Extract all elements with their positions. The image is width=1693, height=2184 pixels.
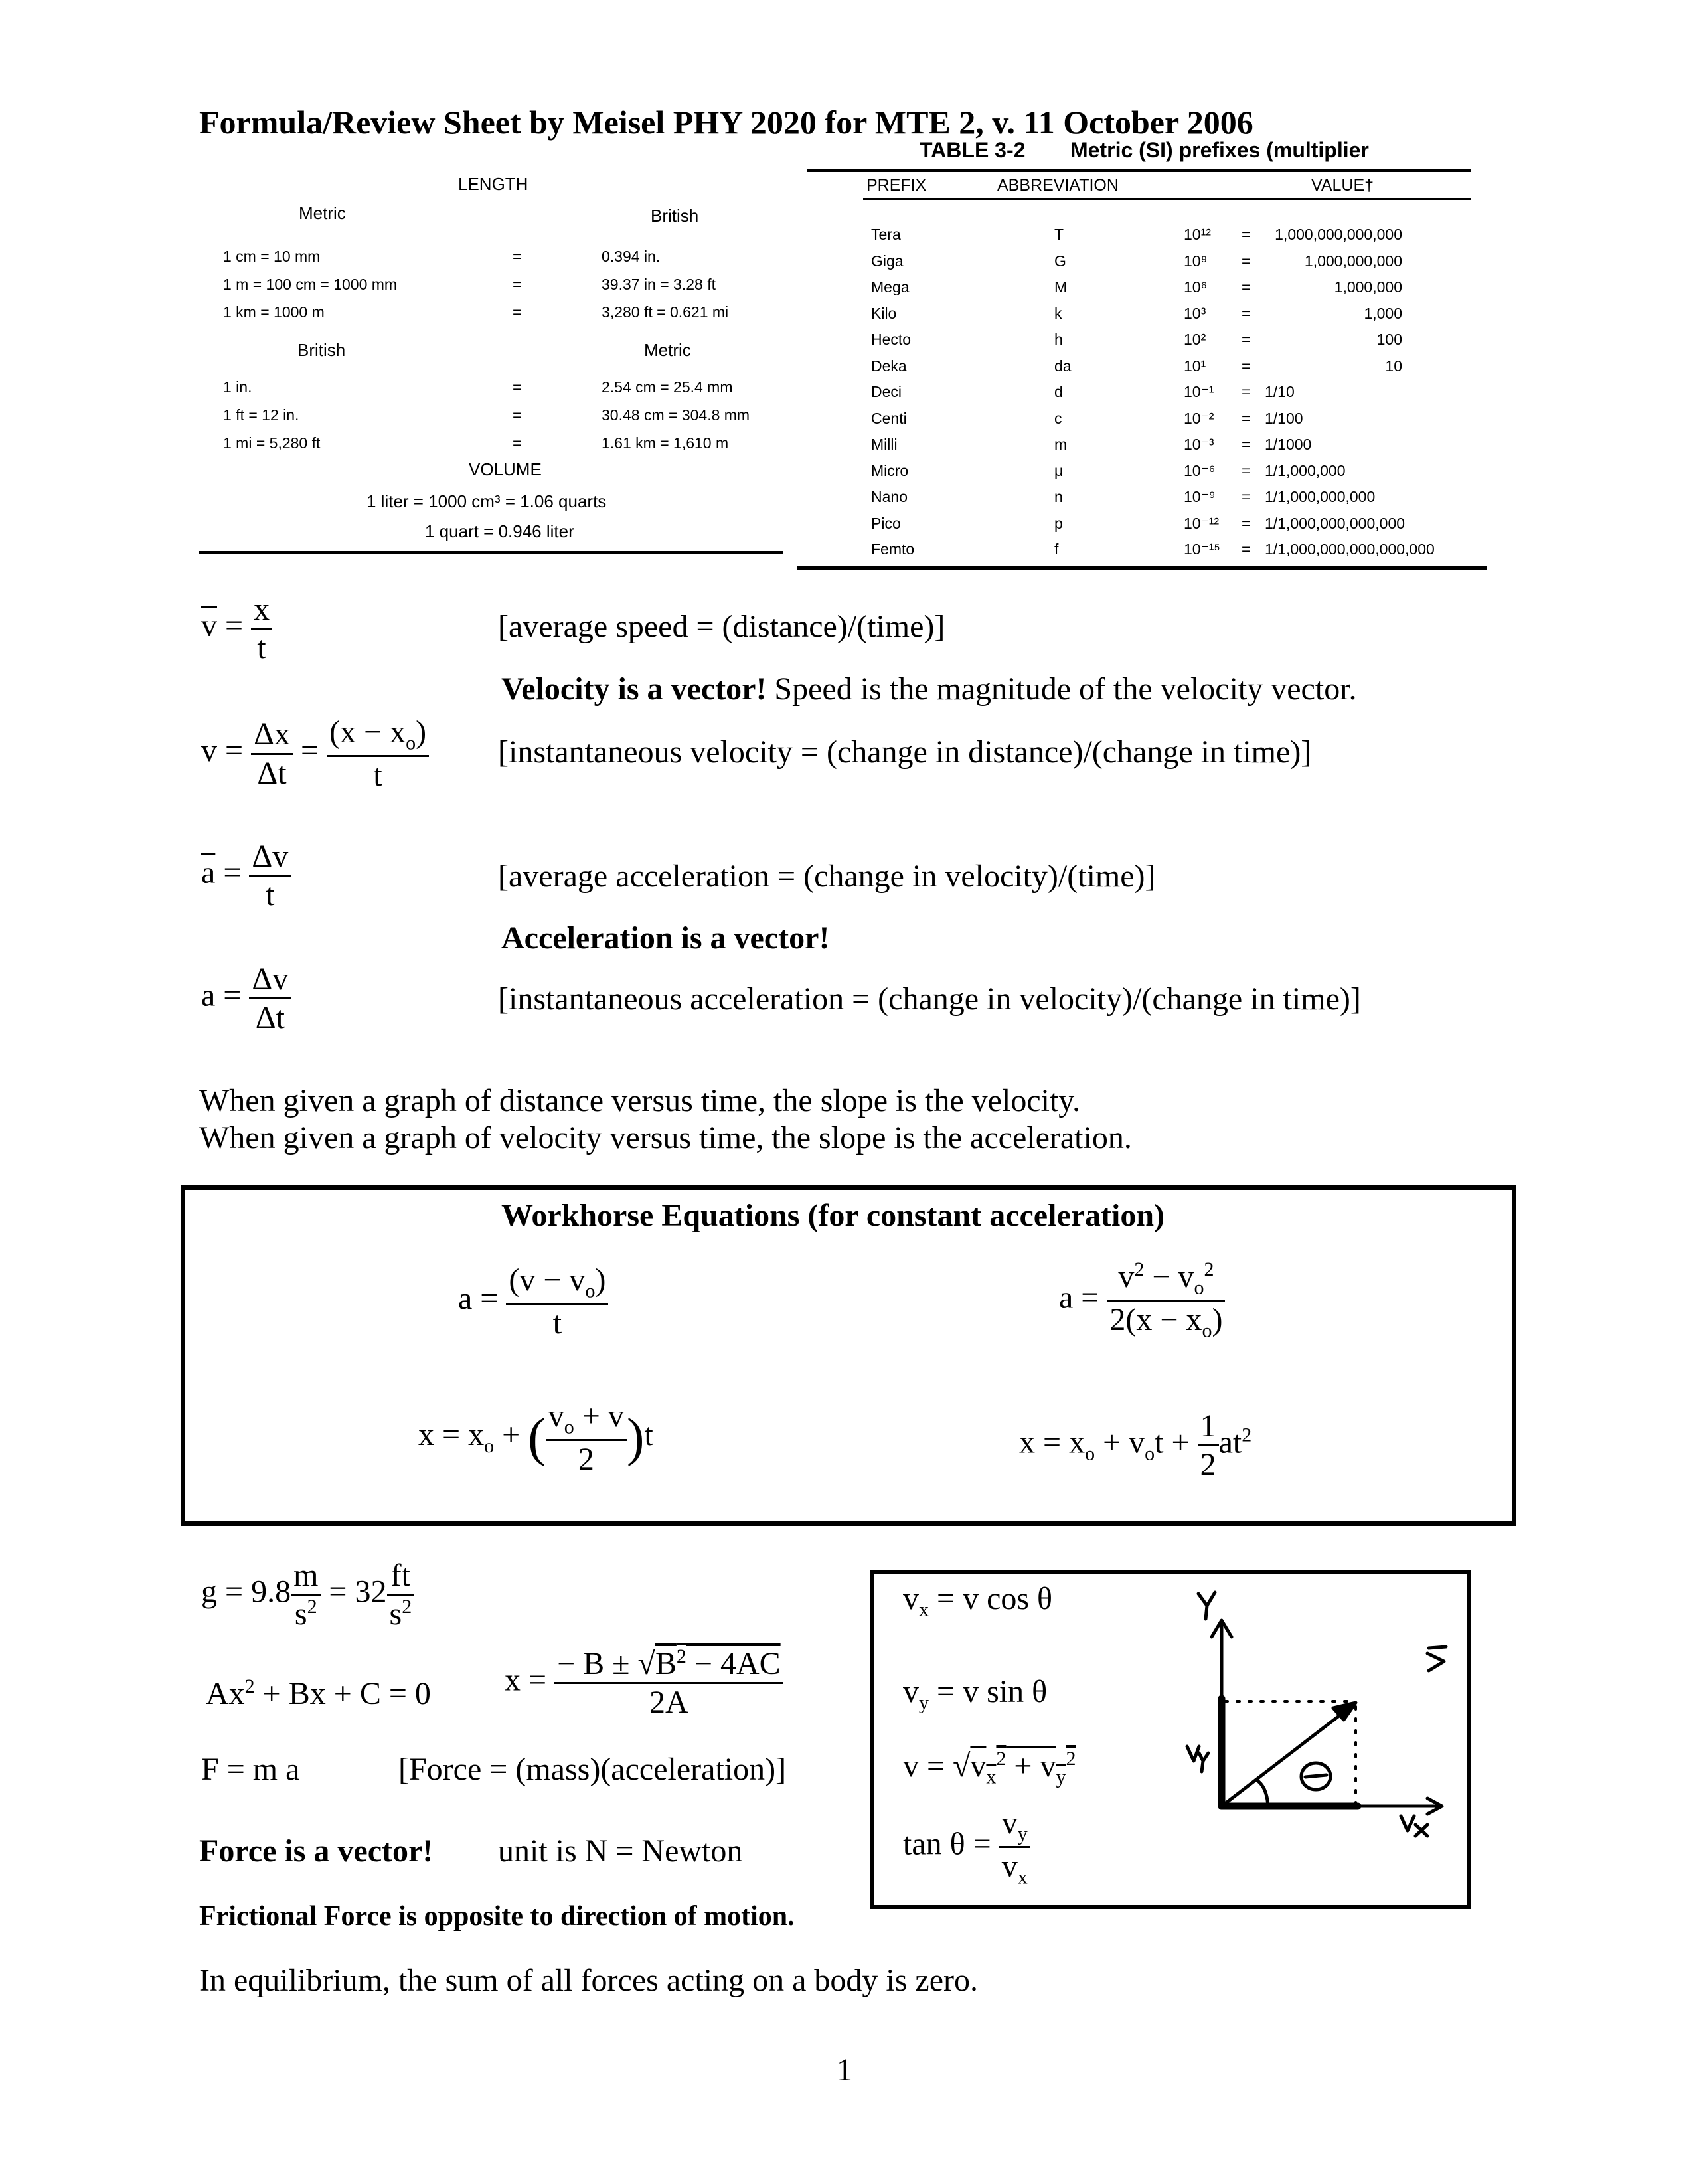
prefix-power: 10⁻¹ bbox=[1184, 383, 1214, 400]
prefix-abbreviation: da bbox=[1054, 357, 1072, 375]
conversion-value: 2.54 cm = 25.4 mm bbox=[602, 378, 733, 396]
prefix-power: 10³ bbox=[1184, 305, 1206, 322]
british-heading-2: British bbox=[297, 340, 346, 360]
prefix-value: 1,000,000,000 bbox=[1304, 252, 1402, 270]
prefix-abbreviation: T bbox=[1054, 226, 1064, 243]
y-label-glyph bbox=[1198, 1592, 1215, 1619]
theta-arc bbox=[1256, 1780, 1268, 1806]
prefix-power: 10² bbox=[1184, 331, 1206, 348]
prefix-name: Tera bbox=[871, 226, 901, 243]
length-table-bottom-rule bbox=[199, 551, 783, 554]
prefix-abbreviation: f bbox=[1054, 541, 1059, 558]
equals-sign: = bbox=[513, 248, 522, 265]
british-row: 1 in. bbox=[223, 378, 252, 396]
prefix-power: 10⁻⁹ bbox=[1184, 488, 1216, 505]
prefix-name: Pico bbox=[871, 515, 901, 532]
prefix-name: Kilo bbox=[871, 305, 897, 322]
british-heading: British bbox=[651, 206, 699, 226]
equals-sign: = bbox=[513, 303, 522, 321]
vector-diagram bbox=[1182, 1587, 1461, 1853]
prefix-power: 10¹² bbox=[1184, 226, 1211, 243]
prefix-power: 10⁹ bbox=[1184, 252, 1208, 270]
equals-sign: = bbox=[513, 434, 522, 452]
length-heading: LENGTH bbox=[458, 174, 528, 194]
prefix-abbreviation: p bbox=[1054, 515, 1063, 532]
metric-row: 1 km = 1000 m bbox=[223, 303, 325, 321]
instantaneous-acceleration-formula: a = $\frac{\Delta v}{\Delta t}$ bbox=[201, 961, 291, 1036]
prefix-power: 10⁻² bbox=[1184, 410, 1214, 427]
average-acceleration-description: [average acceleration = (change in velocity)/(time)] bbox=[498, 859, 1156, 894]
prefix-equals: = bbox=[1242, 541, 1251, 558]
prefix-table-top-rule bbox=[807, 169, 1471, 172]
prefix-table-bottom-rule bbox=[797, 566, 1487, 570]
prefix-power: 10⁻¹⁵ bbox=[1184, 541, 1220, 558]
workhorse-equations-box bbox=[181, 1185, 1516, 1526]
prefix-equals: = bbox=[1242, 436, 1251, 453]
prefix-value: 1/10 bbox=[1265, 383, 1295, 400]
vy-label-glyph bbox=[1187, 1746, 1208, 1772]
conversion-value: 0.394 in. bbox=[602, 248, 661, 265]
metric-heading-2: Metric bbox=[644, 340, 691, 360]
prefix-equals: = bbox=[1242, 383, 1251, 400]
force-unit-note: unit is N = Newton bbox=[498, 1833, 743, 1869]
prefix-value: 1/100 bbox=[1265, 410, 1303, 427]
prefix-abbreviation: c bbox=[1054, 410, 1062, 427]
workhorse-acceleration-velocity: a = $\frac{(v - v_o)}{t}$ bbox=[458, 1262, 608, 1341]
british-row: 1 mi = 5,280 ft bbox=[223, 434, 321, 452]
quadratic-formula: x = $\frac{- B \pm √B^2 - 4AC}{2A}$ bbox=[505, 1645, 783, 1721]
prefix-name: Femto bbox=[871, 541, 915, 558]
prefix-name: Mega bbox=[871, 278, 910, 295]
prefix-power: 10¹ bbox=[1184, 357, 1206, 375]
british-row: 1 ft = 12 in. bbox=[223, 406, 299, 424]
conversion-value: 1.61 km = 1,610 m bbox=[602, 434, 729, 452]
gravity-formula: g = 9.8 $\frac{m}{s^2}$ = 32 $\frac{ft}{s^2}$ bbox=[201, 1557, 414, 1632]
prefix-value: 1,000,000,000,000 bbox=[1275, 226, 1402, 243]
prefix-power: 10⁻³ bbox=[1184, 436, 1214, 453]
prefix-value: 1/1,000,000,000,000,000 bbox=[1265, 541, 1435, 558]
equals-sign: = bbox=[513, 406, 522, 424]
prefix-abbreviation: m bbox=[1054, 436, 1068, 453]
prefix-name: Centi bbox=[871, 410, 907, 427]
tangent-formula: tan θ = $\frac{v_y}{v_x}$ bbox=[903, 1805, 1030, 1889]
workhorse-position-average-velocity: $x = x_o$ + ( $\frac{v_o + v}{2}$ )t bbox=[418, 1398, 653, 1477]
vx-label-glyph bbox=[1401, 1816, 1427, 1836]
prefix-equals: = bbox=[1242, 331, 1251, 348]
acceleration-vector-note: Acceleration is a vector! bbox=[501, 920, 830, 956]
prefix-table-caption-number: TABLE 3-2 bbox=[920, 138, 1026, 162]
prefix-equals: = bbox=[1242, 488, 1251, 505]
prefix-abbreviation: h bbox=[1054, 331, 1063, 348]
prefix-name: Nano bbox=[871, 488, 908, 505]
prefix-equals: = bbox=[1242, 252, 1251, 270]
prefix-value: 1,000,000 bbox=[1334, 278, 1402, 295]
prefix-name: Deka bbox=[871, 357, 907, 375]
prefix-value: 100 bbox=[1376, 331, 1402, 348]
average-speed-formula: $\overline{v}$ = $\frac{x}{t}$ bbox=[201, 591, 272, 666]
column-header-prefix: PREFIX bbox=[866, 176, 927, 195]
column-header-value: VALUE† bbox=[1311, 176, 1374, 195]
prefix-abbreviation: μ bbox=[1054, 462, 1064, 479]
conversion-value: 39.37 in = 3.28 ft bbox=[602, 276, 716, 293]
prefix-name: Giga bbox=[871, 252, 904, 270]
prefix-abbreviation: k bbox=[1054, 305, 1062, 322]
prefix-abbreviation: n bbox=[1054, 488, 1063, 505]
page-title: Formula/Review Sheet by Meisel PHY 2020 for MTE 2, v. 11 October 2006 bbox=[199, 104, 1253, 141]
vy-formula: $v_y = v$ sin θ bbox=[903, 1674, 1048, 1714]
prefix-equals: = bbox=[1242, 357, 1251, 375]
v-label-glyph bbox=[1427, 1647, 1446, 1671]
prefix-table-header-rule bbox=[863, 198, 1471, 200]
prefix-abbreviation: M bbox=[1054, 278, 1068, 295]
metric-row: 1 cm = 10 mm bbox=[223, 248, 321, 265]
prefix-power: 10⁻⁶ bbox=[1184, 462, 1216, 479]
instantaneous-velocity-formula: v = $\frac{\Delta x}{\Delta t}$ = $\frac{(x - x_o)}{t}$ bbox=[201, 714, 429, 794]
velocity-vector-bold: Velocity is a vector! bbox=[501, 671, 767, 707]
prefix-equals: = bbox=[1242, 278, 1251, 295]
prefix-power: 10⁻¹² bbox=[1184, 515, 1220, 532]
prefix-value: 1/1000 bbox=[1265, 436, 1312, 453]
prefix-equals: = bbox=[1242, 410, 1251, 427]
metric-heading: Metric bbox=[299, 203, 346, 223]
volume-line-1: 1 liter = 1000 cm³ = 1.06 quarts bbox=[366, 491, 607, 511]
workhorse-acceleration-displacement: a = $\frac{v^2 - v_o^2}{2(x - x_o)}$ bbox=[1059, 1258, 1225, 1343]
theta-bar bbox=[1305, 1775, 1327, 1777]
prefix-table-caption: Metric (SI) prefixes (multiplier bbox=[1070, 138, 1369, 162]
prefix-name: Deci bbox=[871, 383, 902, 400]
vector-v-line bbox=[1222, 1707, 1351, 1806]
force-vector-note: Force is a vector! bbox=[199, 1833, 434, 1869]
equilibrium-note: In equilibrium, the sum of all forces acting on a body is zero. bbox=[199, 1963, 979, 1998]
prefix-name: Hecto bbox=[871, 331, 912, 348]
average-speed-description: [average speed = (distance)/(time)] bbox=[498, 609, 945, 644]
graph-note-distance: When given a graph of distance versus time, the slope is the velocity. bbox=[199, 1083, 1081, 1118]
average-acceleration-formula: $\overline{a}$ = $\frac{\Delta v}{t}$ bbox=[201, 838, 291, 913]
equals-sign: = bbox=[513, 378, 522, 396]
friction-note: Frictional Force is opposite to direction of motion. bbox=[199, 1901, 795, 1932]
prefix-power: 10⁶ bbox=[1184, 278, 1208, 295]
vx-formula: $v_x = v$ cos θ bbox=[903, 1581, 1053, 1621]
workhorse-position-acceleration: $x = x_o + v_ot$ + $\frac{1}{2}$ $at^2$ bbox=[1019, 1408, 1252, 1483]
page-number: 1 bbox=[837, 2053, 852, 2088]
conversion-value: 30.48 cm = 304.8 mm bbox=[602, 406, 750, 424]
column-header-abbreviation: ABBREVIATION bbox=[997, 176, 1119, 195]
prefix-equals: = bbox=[1242, 515, 1251, 532]
volume-line-2: 1 quart = 0.946 liter bbox=[425, 521, 574, 541]
prefix-abbreviation: G bbox=[1054, 252, 1066, 270]
prefix-equals: = bbox=[1242, 305, 1251, 322]
velocity-vector-note bbox=[501, 671, 1357, 707]
prefix-value: 1/1,000,000,000,000 bbox=[1265, 515, 1406, 532]
prefix-value: 1/1,000,000,000 bbox=[1265, 488, 1376, 505]
metric-row: 1 m = 100 cm = 1000 mm bbox=[223, 276, 398, 293]
prefix-value: 1/1,000,000 bbox=[1265, 462, 1346, 479]
prefix-equals: = bbox=[1242, 462, 1251, 479]
prefix-name: Micro bbox=[871, 462, 909, 479]
prefix-value: 1,000 bbox=[1364, 305, 1402, 322]
prefix-abbreviation: d bbox=[1054, 383, 1063, 400]
equals-sign: = bbox=[513, 276, 522, 293]
prefix-equals: = bbox=[1242, 226, 1251, 243]
quadratic-equation: $Ax^2 + Bx + C = 0$ bbox=[206, 1675, 431, 1711]
velocity-vector-rest: Speed is the magnitude of the velocity vector. bbox=[766, 671, 1357, 707]
volume-heading: VOLUME bbox=[469, 460, 542, 479]
instantaneous-acceleration-description: [instantaneous acceleration = (change in velocity)/(change in time)] bbox=[498, 981, 1361, 1017]
workhorse-title: Workhorse Equations (for constant acceleration) bbox=[501, 1198, 1165, 1233]
prefix-value: 10 bbox=[1385, 357, 1402, 375]
newton-second-law: F = m a bbox=[201, 1752, 300, 1787]
instantaneous-velocity-description: [instantaneous velocity = (change in distance)/(change in time)] bbox=[498, 734, 1312, 770]
graph-note-velocity: When given a graph of velocity versus time, the slope is the acceleration. bbox=[199, 1120, 1132, 1155]
magnitude-formula: $v = √v_x^2 + v_y^2$ bbox=[903, 1748, 1076, 1788]
force-description: [Force = (mass)(acceleration)] bbox=[398, 1752, 787, 1787]
prefix-name: Milli bbox=[871, 436, 898, 453]
conversion-value: 3,280 ft = 0.621 mi bbox=[602, 303, 729, 321]
